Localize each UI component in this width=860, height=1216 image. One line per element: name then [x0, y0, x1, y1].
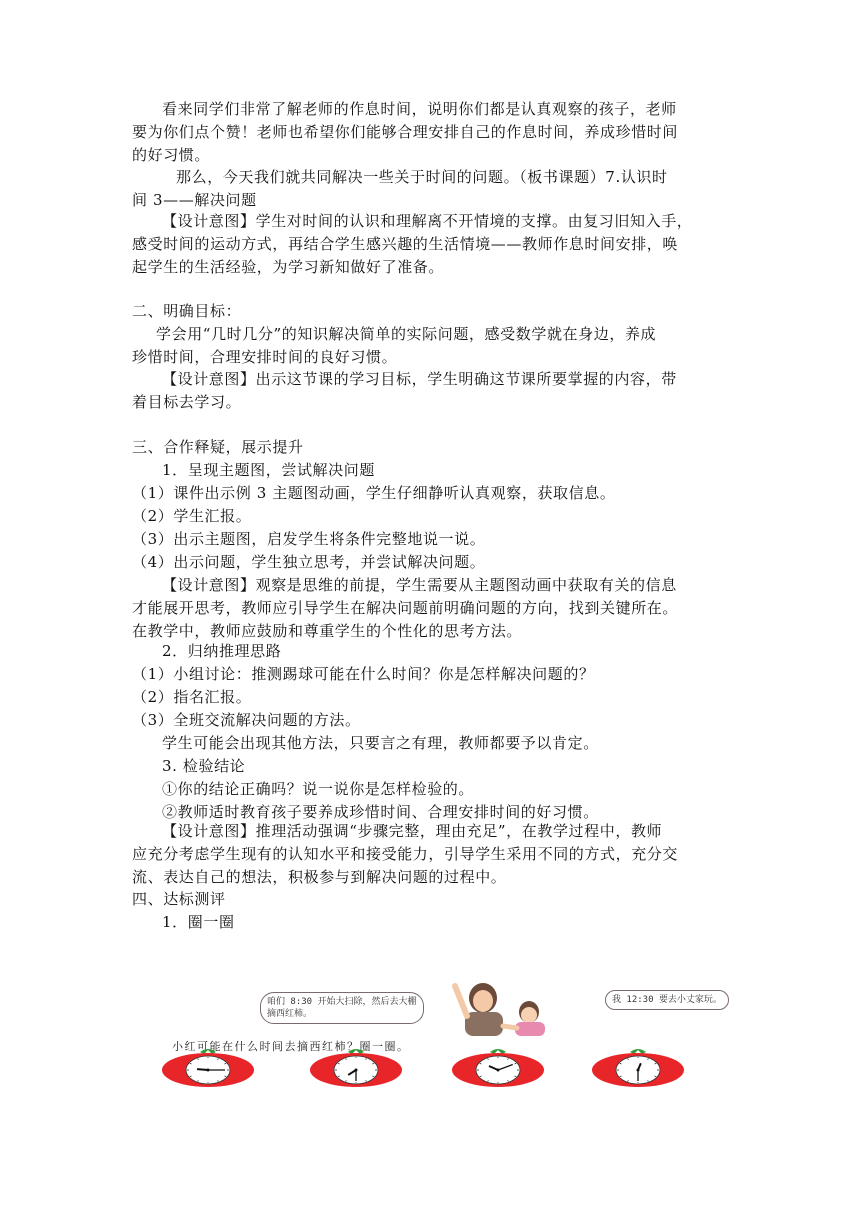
paragraph-line: 着目标去学习。 [132, 393, 242, 411]
paragraph-line: 起学生的生活经验，为学习新知做好了准备。 [132, 258, 445, 276]
paragraph-line: 的好习惯。 [132, 146, 211, 164]
tomato-clock-1[interactable] [160, 1046, 256, 1088]
paragraph-line: 在教学中，教师应鼓励和尊重学生的个性化的思考方法。 [132, 622, 523, 640]
paragraph-line: 【设计意图】出示这节课的学习目标，学生明确这节课所要掌握的内容，带 [162, 370, 677, 388]
speech-bubble-teacher: 咱们 8:30 开始大扫除，然后去大棚摘西红柿。 [260, 992, 424, 1024]
paragraph-line: 【设计意图】学生对时间的认识和理解离不开情境的支撑。由复习旧知入手， [162, 212, 693, 230]
paragraph-line: 学会用“几时几分”的知识解决简单的实际问题，感受数学就在身边，养成 [156, 325, 657, 343]
paragraph-line: ①你的结论正确吗？说一说你是怎样检验的。 [162, 780, 475, 798]
hour-hand [197, 1069, 208, 1070]
paragraph-line: 1．圈一圈 [162, 913, 235, 931]
paragraph-line: 那么，今天我们就共同解决一些关于时间的问题。（板书课题）7.认识时 [176, 168, 668, 186]
paragraph-line: 1．呈现主题图，尝试解决问题 [162, 461, 375, 479]
section-heading: 二、明确目标： [132, 302, 242, 320]
section-heading: 四、达标测评 [132, 890, 226, 908]
paragraph-line: 流、表达自己的想法，积极参与到解决问题的过程中。 [132, 868, 507, 886]
paragraph-line: （1）课件出示例 3 主题图动画，学生仔细静听认真观察，获取信息。 [132, 484, 616, 502]
exercise-question: 小红可能在什么时间去摘西红柿？圈一圈。 [172, 1040, 410, 1053]
tomato-clock-2[interactable] [308, 1046, 404, 1088]
paragraph-line: 珍惜时间，合理安排时间的良好习惯。 [132, 348, 398, 366]
section-heading: 三、合作释疑，展示提升 [132, 438, 304, 456]
paragraph-line: （1）小组讨论：推测踢球可能在什么时间？你是怎样解决问题的？ [132, 665, 595, 683]
paragraph-line: 间 3——解决问题 [132, 191, 257, 209]
paragraph-line: 应充分考虑学生现有的认知水平和接受能力，引导学生采用不同的方式，充分交 [132, 845, 679, 863]
paragraph-line: （2）学生汇报。 [132, 507, 252, 525]
paragraph-line: 【设计意图】推理活动强调“步骤完整，理由充足”，在教学过程中，教师 [162, 822, 663, 840]
paragraph-line: 才能展开思考，教师应引导学生在解决问题前明确问题的方向，找到关键所在。 [132, 599, 679, 617]
paragraph-line: （4）出示问题，学生独立思考，并尝试解决问题。 [132, 553, 486, 571]
paragraph-line: 感受时间的运动方式，再结合学生感兴趣的生活情境——教师作息时间安排，唤 [132, 235, 679, 253]
paragraph-line: 2．归纳推理思路 [162, 642, 282, 660]
teacher-figure [445, 978, 555, 1036]
paragraph-line: （3）全班交流解决问题的方法。 [132, 711, 361, 729]
speech-bubble-girl: 我 12:30 要去小丈家玩。 [605, 990, 729, 1010]
paragraph-line: 学生可能会出现其他方法，只要言之有理，教师都要予以肯定。 [162, 734, 599, 752]
paragraph-line: （2）指名汇报。 [132, 688, 252, 706]
paragraph-line: 看来同学们非常了解老师的作息时间，说明你们都是认真观察的孩子，老师 [162, 100, 677, 118]
tomato-clock-3[interactable] [450, 1046, 546, 1088]
paragraph-line: 要为你们点个赞！老师也希望你们能够合理安排自己的作息时间，养成珍惜时间 [132, 123, 679, 141]
paragraph-line: ②教师适时教育孩子要养成珍惜时间、合理安排时间的好习惯。 [162, 803, 599, 821]
paragraph-line: 【设计意图】观察是思维的前提，学生需要从主题图动画中获取有关的信息 [162, 576, 677, 594]
paragraph-line: 3. 检验结论 [162, 757, 246, 775]
tomato-clock-4[interactable] [590, 1046, 686, 1088]
exercise-illustration [160, 978, 750, 1088]
paragraph-line: （3）出示主题图，启发学生将条件完整地说一说。 [132, 530, 486, 548]
